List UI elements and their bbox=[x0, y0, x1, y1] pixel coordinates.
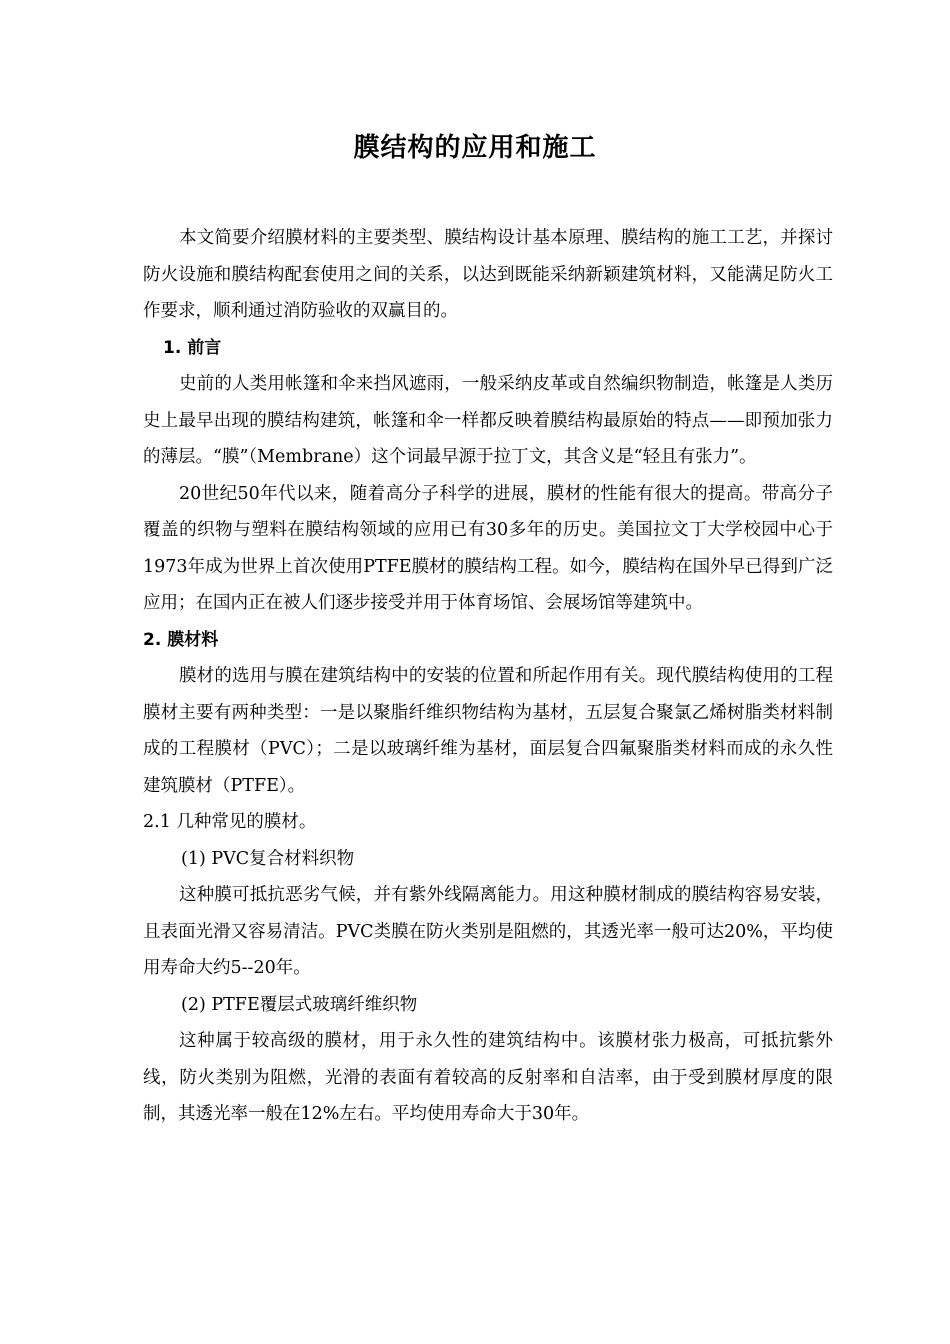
item-label-ptfe: (2) PTFE覆层式玻璃纤维织物 bbox=[181, 994, 418, 1015]
item-text-ptfe: 这种属于较高级的膜材，用于永久性的建筑结构中。该膜材张力极高，可抵抗紫外线，防火类别为阻燃，光滑的表面有着较高的反射率和自洁率，由于受到膜材厚度的限制，其透光率一般在12%左右。平均使用寿命大于30年。 bbox=[143, 1031, 833, 1124]
section-heading-preface: 1. 前言 bbox=[163, 337, 222, 358]
subsection-heading-common-membranes: 2.1 几种常见的膜材。 bbox=[143, 812, 317, 832]
document-title: 膜结构的应用和施工 bbox=[353, 133, 597, 163]
preface-paragraph-2: 20世纪50年代以来，随着高分子科学的进展，膜材的性能有很大的提高。带高分子覆盖的织物与塑料在膜结构领域的应用已有30多年的历史。美国拉文丁大学校园中心于1973年成为世界上首次使用PTFE膜材的膜结构工程。如今，膜结构在国外早已得到广泛应用；在国内正在被人们逐步接受并用于体育场馆、会展场馆等建筑中。 bbox=[143, 483, 833, 613]
document-body bbox=[143, 220, 833, 1133]
preface-paragraph-1: 史前的人类用帐篷和伞来挡风遮雨，一般采纳皮革或自然编织物制造，帐篷是人类历史上最早出现的膜结构建筑，帐篷和伞一样都反映着膜结构最原始的特点——即预加张力的薄层。“膜”（Membrane）这个词最早源于拉丁文，其含义是“轻且有张力”。 bbox=[143, 374, 833, 467]
abstract-paragraph: 本文简要介绍膜材料的主要类型、膜结构设计基本原理、膜结构的施工工艺，并探讨防火设施和膜结构配套使用之间的关系，以达到既能采纳新颖建筑材料，又能满足防火工作要求，顺利通过消防验收的双赢目的。 bbox=[143, 228, 833, 321]
section-heading-membrane-materials: 2. 膜材料 bbox=[143, 629, 219, 650]
membrane-materials-paragraph: 膜材的选用与膜在建筑结构中的安装的位置和所起作用有关。现代膜结构使用的工程膜材主要有两种类型：一是以聚脂纤维织物结构为基材，五层复合聚氯乙烯树脂类材料制成的工程膜材（PVC）；二是以玻璃纤维为基材，面层复合四氟聚脂类材料而成的永久性建筑膜材（PTFE）。 bbox=[143, 666, 833, 796]
item-label-pvc: (1) PVC复合材料织物 bbox=[181, 848, 355, 869]
item-text-pvc: 这种膜可抵抗恶劣气候，并有紫外线隔离能力。用这种膜材制成的膜结构容易安装，且表面光滑又容易清洁。PVC类膜在防火类别是阻燃的，其透光率一般可达20%，平均使用寿命大约5--20年。 bbox=[143, 885, 833, 978]
